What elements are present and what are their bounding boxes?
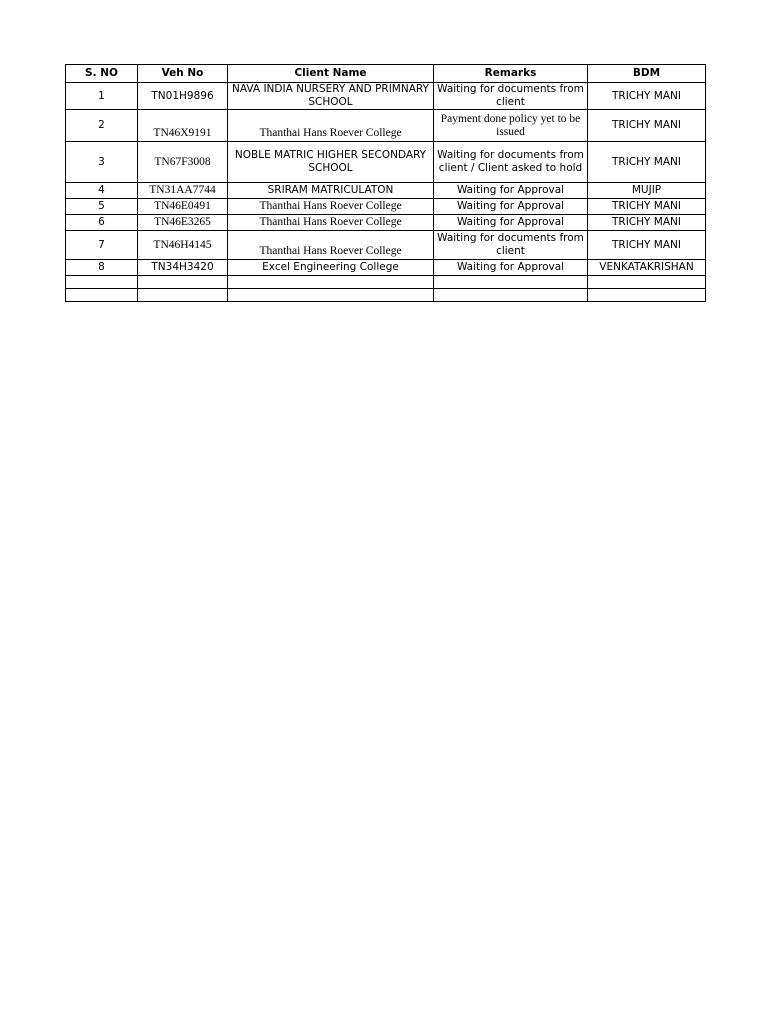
cell-client-name: SRIRAM MATRICULATON [228,183,434,199]
table-row [66,83,706,110]
header-sno: S. NO [66,65,138,83]
header-remarks: Remarks [434,65,588,83]
cell-client-name: Thanthai Hans Roever College [228,231,434,260]
empty-cell [66,276,138,289]
cell-sno: 8 [66,260,138,276]
table-row [66,215,706,231]
cell-remarks: Waiting for documents from client [434,83,588,110]
cell-veh-no: TN46H4145 [138,231,228,260]
cell-bdm: TRICHY MANI [588,83,706,110]
cell-remarks: Waiting for Approval [434,215,588,231]
cell-remarks: Waiting for Approval [434,183,588,199]
empty-cell [66,289,138,302]
cell-remarks: Waiting for documents from client [434,231,588,260]
cell-veh-no: TN67F3008 [138,142,228,183]
cell-veh-no: TN31AA7744 [138,183,228,199]
cell-bdm: MUJIP [588,183,706,199]
empty-cell [138,289,228,302]
cell-bdm: TRICHY MANI [588,142,706,183]
cell-sno: 2 [66,110,138,142]
cell-sno: 3 [66,142,138,183]
empty-cell [588,289,706,302]
cell-remarks: Waiting for documents from client / Client asked to hold [434,142,588,183]
empty-cell [434,276,588,289]
cell-bdm: VENKATAKRISHAN [588,260,706,276]
table-row-empty [66,276,706,289]
cell-veh-no: TN01H9896 [138,83,228,110]
cell-remarks: Waiting for Approval [434,260,588,276]
cell-veh-no: TN46E0491 [138,199,228,215]
header-client-name: Client Name [228,65,434,83]
cell-bdm: TRICHY MANI [588,231,706,260]
cell-sno: 1 [66,83,138,110]
cell-bdm: TRICHY MANI [588,199,706,215]
cell-client-name: Thanthai Hans Roever College [228,215,434,231]
table-row [66,110,706,142]
table-row-empty [66,289,706,302]
table-row [66,231,706,260]
cell-sno: 4 [66,183,138,199]
table-row [66,142,706,183]
cell-sno: 5 [66,199,138,215]
empty-cell [228,276,434,289]
cell-client-name: Thanthai Hans Roever College [228,110,434,142]
empty-cell [228,289,434,302]
cell-veh-no: TN46X9191 [138,110,228,142]
vehicle-status-table [65,64,706,302]
cell-sno: 7 [66,231,138,260]
cell-bdm: TRICHY MANI [588,215,706,231]
cell-bdm: TRICHY MANI [588,110,706,142]
table-row [66,260,706,276]
table-row [66,199,706,215]
cell-client-name: Thanthai Hans Roever College [228,199,434,215]
cell-client-name: Excel Engineering College [228,260,434,276]
empty-cell [138,276,228,289]
empty-cell [588,276,706,289]
cell-veh-no: TN34H3420 [138,260,228,276]
empty-cell [434,289,588,302]
cell-remarks: Waiting for Approval [434,199,588,215]
table-header-row [66,65,706,83]
header-bdm: BDM [588,65,706,83]
cell-client-name: NOBLE MATRIC HIGHER SECONDARY SCHOOL [228,142,434,183]
cell-veh-no: TN46E3265 [138,215,228,231]
cell-remarks: Payment done policy yet to be issued [434,110,588,142]
cell-sno: 6 [66,215,138,231]
table-row [66,183,706,199]
cell-client-name: NAVA INDIA NURSERY AND PRIMNARY SCHOOL [228,83,434,110]
header-veh-no: Veh No [138,65,228,83]
